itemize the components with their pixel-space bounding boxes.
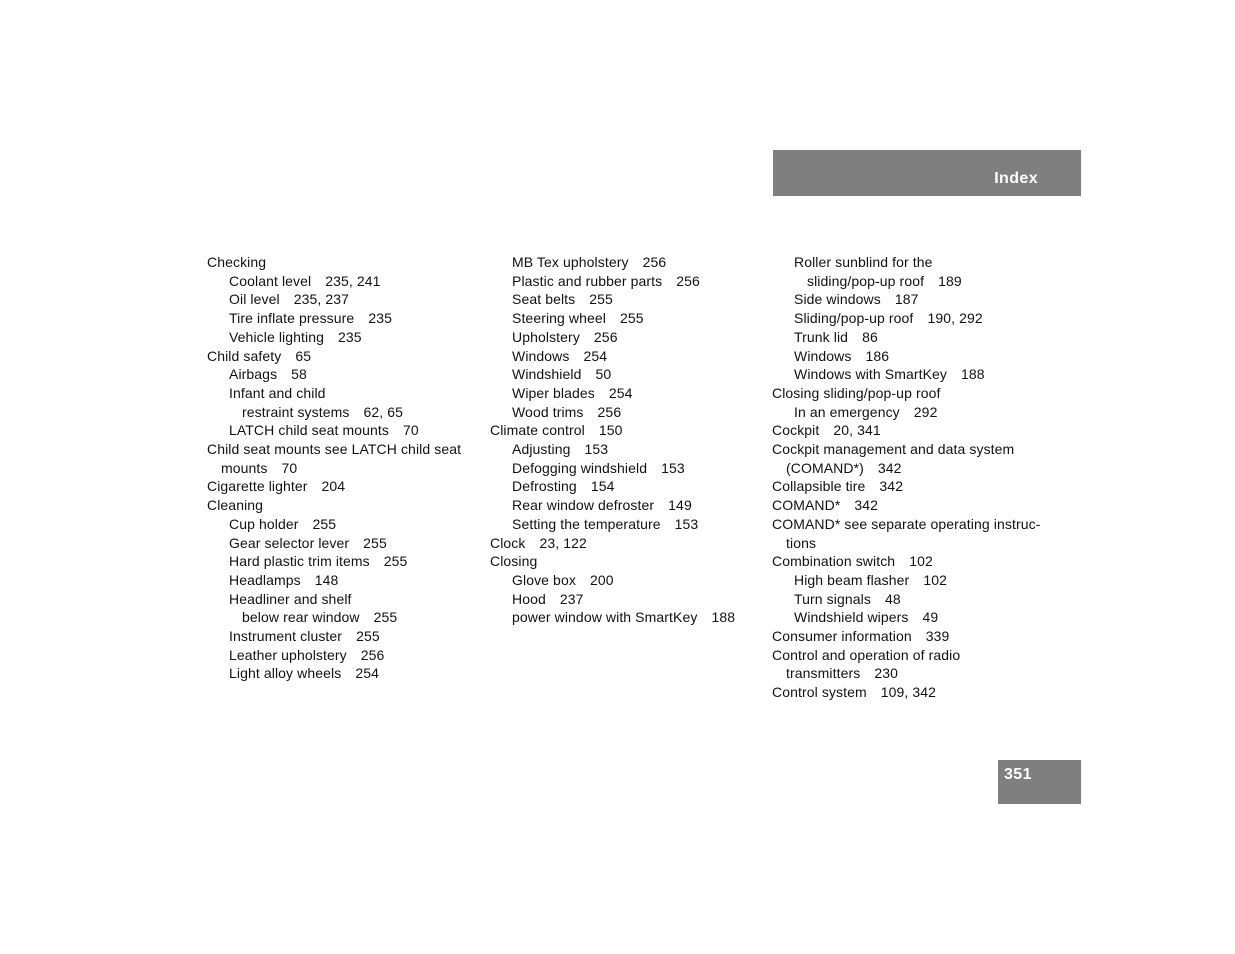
index-entry	[207, 421, 477, 440]
index-entry-pages: 200	[589, 571, 614, 588]
index-entry	[207, 477, 477, 496]
index-entry	[207, 664, 477, 683]
index-entry-pages: 153	[674, 515, 699, 532]
index-entry-pages: 153	[661, 459, 685, 476]
index-entry	[207, 646, 477, 665]
index-entry	[207, 552, 477, 571]
index-entry-text: Adjusting	[512, 441, 571, 458]
index-entry-text: Cockpit	[772, 422, 820, 439]
index-entry-text: tions	[786, 534, 817, 551]
index-entry-pages: 50	[595, 366, 612, 383]
index-entry-text: restraint systems	[242, 403, 350, 420]
index-entry-text: High beam flasher	[794, 571, 910, 588]
index-entry	[490, 496, 760, 515]
index-entry-text: Cup holder	[229, 515, 299, 532]
index-entry-pages: 256	[597, 403, 622, 420]
index-entry	[490, 571, 760, 590]
index-entry-pages: 189	[938, 272, 962, 289]
index-entry-text: Instrument cluster	[229, 628, 343, 645]
index-entry-pages: 255	[589, 291, 613, 308]
index-entry	[772, 683, 1042, 702]
index-entry-text: Collapsible tire	[772, 478, 866, 495]
index-column-2	[490, 253, 760, 627]
index-entry-text: Windshield	[512, 366, 582, 383]
index-entry	[490, 365, 760, 384]
index-entry	[772, 309, 1042, 328]
index-entry-pages: 148	[314, 571, 339, 588]
index-entry-pages: 186	[865, 347, 890, 364]
index-entry	[207, 627, 477, 646]
index-column-1	[207, 253, 477, 683]
index-entry	[490, 384, 760, 403]
index-entry-pages: 235, 241	[325, 272, 381, 289]
index-entry-text: (COMAND*)	[786, 459, 864, 476]
index-entry	[207, 384, 477, 403]
index-entry-text: Vehicle lighting	[229, 328, 324, 345]
index-entry-pages: 70	[281, 459, 298, 476]
index-entry	[490, 552, 760, 571]
index-entry	[207, 309, 477, 328]
index-entry-text: Setting the temperature	[512, 515, 661, 532]
index-entry-pages: 292	[913, 403, 938, 420]
index-entry-pages: 256	[642, 254, 667, 270]
index-entry	[490, 347, 760, 366]
index-entry-pages: 339	[925, 628, 950, 645]
index-entry-text: Roller sunblind for the	[794, 254, 933, 270]
index-entry	[772, 290, 1042, 309]
index-entry-text: Light alloy wheels	[229, 665, 342, 682]
index-entry-text: Consumer information	[772, 628, 912, 645]
index-entry-text: Hard plastic trim items	[229, 553, 370, 570]
index-entry	[207, 403, 477, 422]
index-entry-text: COMAND*	[772, 497, 841, 514]
index-entry	[207, 290, 477, 309]
index-entry-pages: 154	[590, 478, 615, 495]
index-entry-text: Clock	[490, 534, 526, 551]
index-entry-pages: 342	[854, 497, 879, 514]
index-entry-pages: 150	[598, 422, 623, 439]
index-entry-pages: 254	[355, 665, 379, 682]
index-entry-text: Tire inflate pressure	[229, 310, 355, 327]
index-entry-text: Wiper blades	[512, 384, 595, 401]
index-entry-pages: 65	[295, 347, 312, 364]
index-entry-text: Rear window defroster	[512, 497, 655, 514]
index-entry-text: Control system	[772, 684, 867, 701]
index-entry-text: Headliner and shelf	[229, 590, 352, 607]
index-entry-text: Closing sliding/pop-up roof	[772, 384, 941, 401]
index-entry	[207, 440, 477, 459]
index-entry	[772, 440, 1042, 459]
section-tab	[773, 150, 1081, 196]
index-entry	[207, 272, 477, 291]
index-entry-text: In an emergency	[794, 403, 900, 420]
index-entry-pages: 235	[338, 328, 362, 345]
index-entry	[207, 459, 477, 478]
index-entry	[207, 608, 477, 627]
index-entry	[772, 328, 1042, 347]
index-entry	[490, 253, 760, 272]
index-entry	[772, 515, 1042, 534]
index-entry	[490, 309, 760, 328]
index-entry-pages: 230	[874, 665, 898, 682]
index-entry-text: Wood trims	[512, 403, 584, 420]
index-entry	[490, 290, 760, 309]
index-entry-pages: 256	[676, 272, 700, 289]
index-entry-pages: 20, 341	[833, 422, 881, 439]
index-entry	[772, 253, 1042, 272]
index-entry-text: Seat belts	[512, 291, 576, 308]
index-entry-pages: 254	[608, 384, 633, 401]
index-entry	[772, 534, 1042, 553]
index-entry-pages: 109, 342	[880, 684, 937, 701]
index-entry-text: Glove box	[512, 571, 576, 588]
index-entry-pages: 149	[668, 497, 692, 514]
index-entry	[490, 459, 760, 478]
index-entry-pages: 49	[922, 609, 939, 626]
index-entry	[207, 347, 477, 366]
index-entry-pages: 255	[363, 534, 387, 551]
index-entry-text: Control and operation of radio	[772, 646, 961, 663]
index-entry-text: Leather upholstery	[229, 646, 347, 663]
index-entry-pages: 187	[894, 291, 919, 308]
index-entry	[772, 421, 1042, 440]
index-entry-text: Child seat mounts see LATCH child seat	[207, 441, 462, 458]
index-entry	[772, 459, 1042, 478]
index-entry-pages: 237	[559, 590, 584, 607]
index-entry-pages: 342	[879, 478, 904, 495]
index-entry	[207, 515, 477, 534]
index-entry-text: Cleaning	[207, 497, 264, 514]
index-entry-text: MB Tex upholstery	[512, 254, 629, 270]
index-entry	[207, 496, 477, 515]
index-entry-pages: 204	[321, 478, 346, 495]
index-column-3	[772, 253, 1042, 702]
index-entry-pages: 256	[360, 646, 385, 663]
index-entry	[772, 571, 1042, 590]
index-entry-text: transmitters	[786, 665, 861, 682]
index-entry-text: Closing	[490, 553, 538, 570]
index-entry-text: Plastic and rubber parts	[512, 272, 663, 289]
index-entry	[772, 627, 1042, 646]
index-entry-text: Steering wheel	[512, 310, 607, 327]
index-entry	[772, 384, 1042, 403]
index-entry-text: Defrosting	[512, 478, 577, 495]
index-entry-text: mounts	[221, 459, 268, 476]
index-entry-text: Hood	[512, 590, 546, 607]
index-entry-text: Turn signals	[794, 590, 871, 607]
index-entry	[207, 253, 477, 272]
index-entry	[207, 328, 477, 347]
index-entry-text: Windows	[794, 347, 852, 364]
index-entry	[207, 365, 477, 384]
index-entry-pages: 188	[711, 609, 736, 626]
index-entry	[772, 477, 1042, 496]
index-entry	[490, 328, 760, 347]
index-entry-pages: 235, 237	[293, 291, 349, 308]
index-entry-pages: 62, 65	[363, 403, 404, 420]
index-entry	[207, 534, 477, 553]
index-entry	[772, 552, 1042, 571]
index-entry-text: Defogging windshield	[512, 459, 648, 476]
index-entry	[490, 421, 760, 440]
index-entry-pages: 58	[291, 366, 307, 383]
index-entry-text: Cockpit management and data system	[772, 441, 1015, 458]
index-entry-pages: 256	[593, 328, 618, 345]
index-entry-pages: 102	[923, 571, 947, 588]
index-entry	[490, 440, 760, 459]
page-number-box	[998, 760, 1081, 804]
index-entry-text: Oil level	[229, 291, 280, 308]
index-entry	[490, 477, 760, 496]
index-entry	[772, 646, 1042, 665]
index-entry-pages: 70	[403, 422, 419, 439]
index-entry	[772, 272, 1042, 291]
index-entry-text: Climate control	[490, 422, 585, 439]
index-entry-text: Combination switch	[772, 553, 896, 570]
index-entry-pages: 255	[356, 628, 380, 645]
index-entry-pages: 188	[961, 366, 985, 383]
index-entry-text: Gear selector lever	[229, 534, 350, 551]
index-entry-text: below rear window	[242, 609, 360, 626]
index-entry-pages: 235	[368, 310, 392, 327]
index-entry-text: Infant and child	[229, 384, 326, 401]
index-entry	[490, 590, 760, 609]
index-entry-text: Child safety	[207, 347, 282, 364]
index-entry	[772, 608, 1042, 627]
index-entry	[772, 365, 1042, 384]
index-entry-pages: 48	[884, 590, 901, 607]
index-entry-text: Windows with SmartKey	[794, 366, 948, 383]
section-title: Index	[994, 170, 1038, 187]
index-entry	[490, 272, 760, 291]
index-entry-pages: 254	[583, 347, 608, 364]
index-entry-pages: 153	[584, 441, 609, 458]
index-entry	[772, 664, 1042, 683]
index-entry-text: Windows	[512, 347, 570, 364]
index-entry-pages: 102	[909, 553, 933, 570]
index-entry-pages: 23, 122	[539, 534, 587, 551]
index-entry-pages: 342	[877, 459, 902, 476]
index-entry-pages: 255	[620, 310, 644, 327]
index-entry-pages: 255	[312, 515, 337, 532]
index-entry-text: Upholstery	[512, 328, 580, 345]
page-number: 351	[1004, 766, 1032, 783]
index-entry-text: Sliding/pop-up roof	[794, 310, 914, 327]
index-entry-text: COMAND* see separate operating instruc-	[772, 515, 1041, 532]
index-entry-pages: 255	[373, 609, 398, 626]
index-entry-text: sliding/pop-up roof	[807, 272, 925, 289]
index-entry	[207, 571, 477, 590]
index-entry	[490, 515, 760, 534]
index-entry-pages: 86	[862, 328, 878, 345]
index-entry-pages: 190, 292	[927, 310, 983, 327]
index-entry-text: Side windows	[794, 291, 881, 308]
index-entry	[490, 608, 760, 627]
index-entry-text: Headlamps	[229, 571, 301, 588]
index-entry-text: Cigarette lighter	[207, 478, 308, 495]
index-entry-text: LATCH child seat mounts	[229, 422, 389, 439]
index-entry-text: power window with SmartKey	[512, 609, 698, 626]
index-entry	[490, 403, 760, 422]
index-entry	[772, 403, 1042, 422]
index-entry	[207, 590, 477, 609]
index-entry-pages: 255	[383, 553, 408, 570]
index-entry-text: Windshield wipers	[794, 609, 909, 626]
index-entry-text: Checking	[207, 254, 267, 270]
index-entry-text: Trunk lid	[794, 328, 849, 345]
index-entry-text: Coolant level	[229, 272, 312, 289]
index-entry	[772, 590, 1042, 609]
index-entry	[772, 347, 1042, 366]
index-entry	[772, 496, 1042, 515]
index-entry-text: Airbags	[229, 366, 278, 383]
index-entry	[490, 534, 760, 553]
